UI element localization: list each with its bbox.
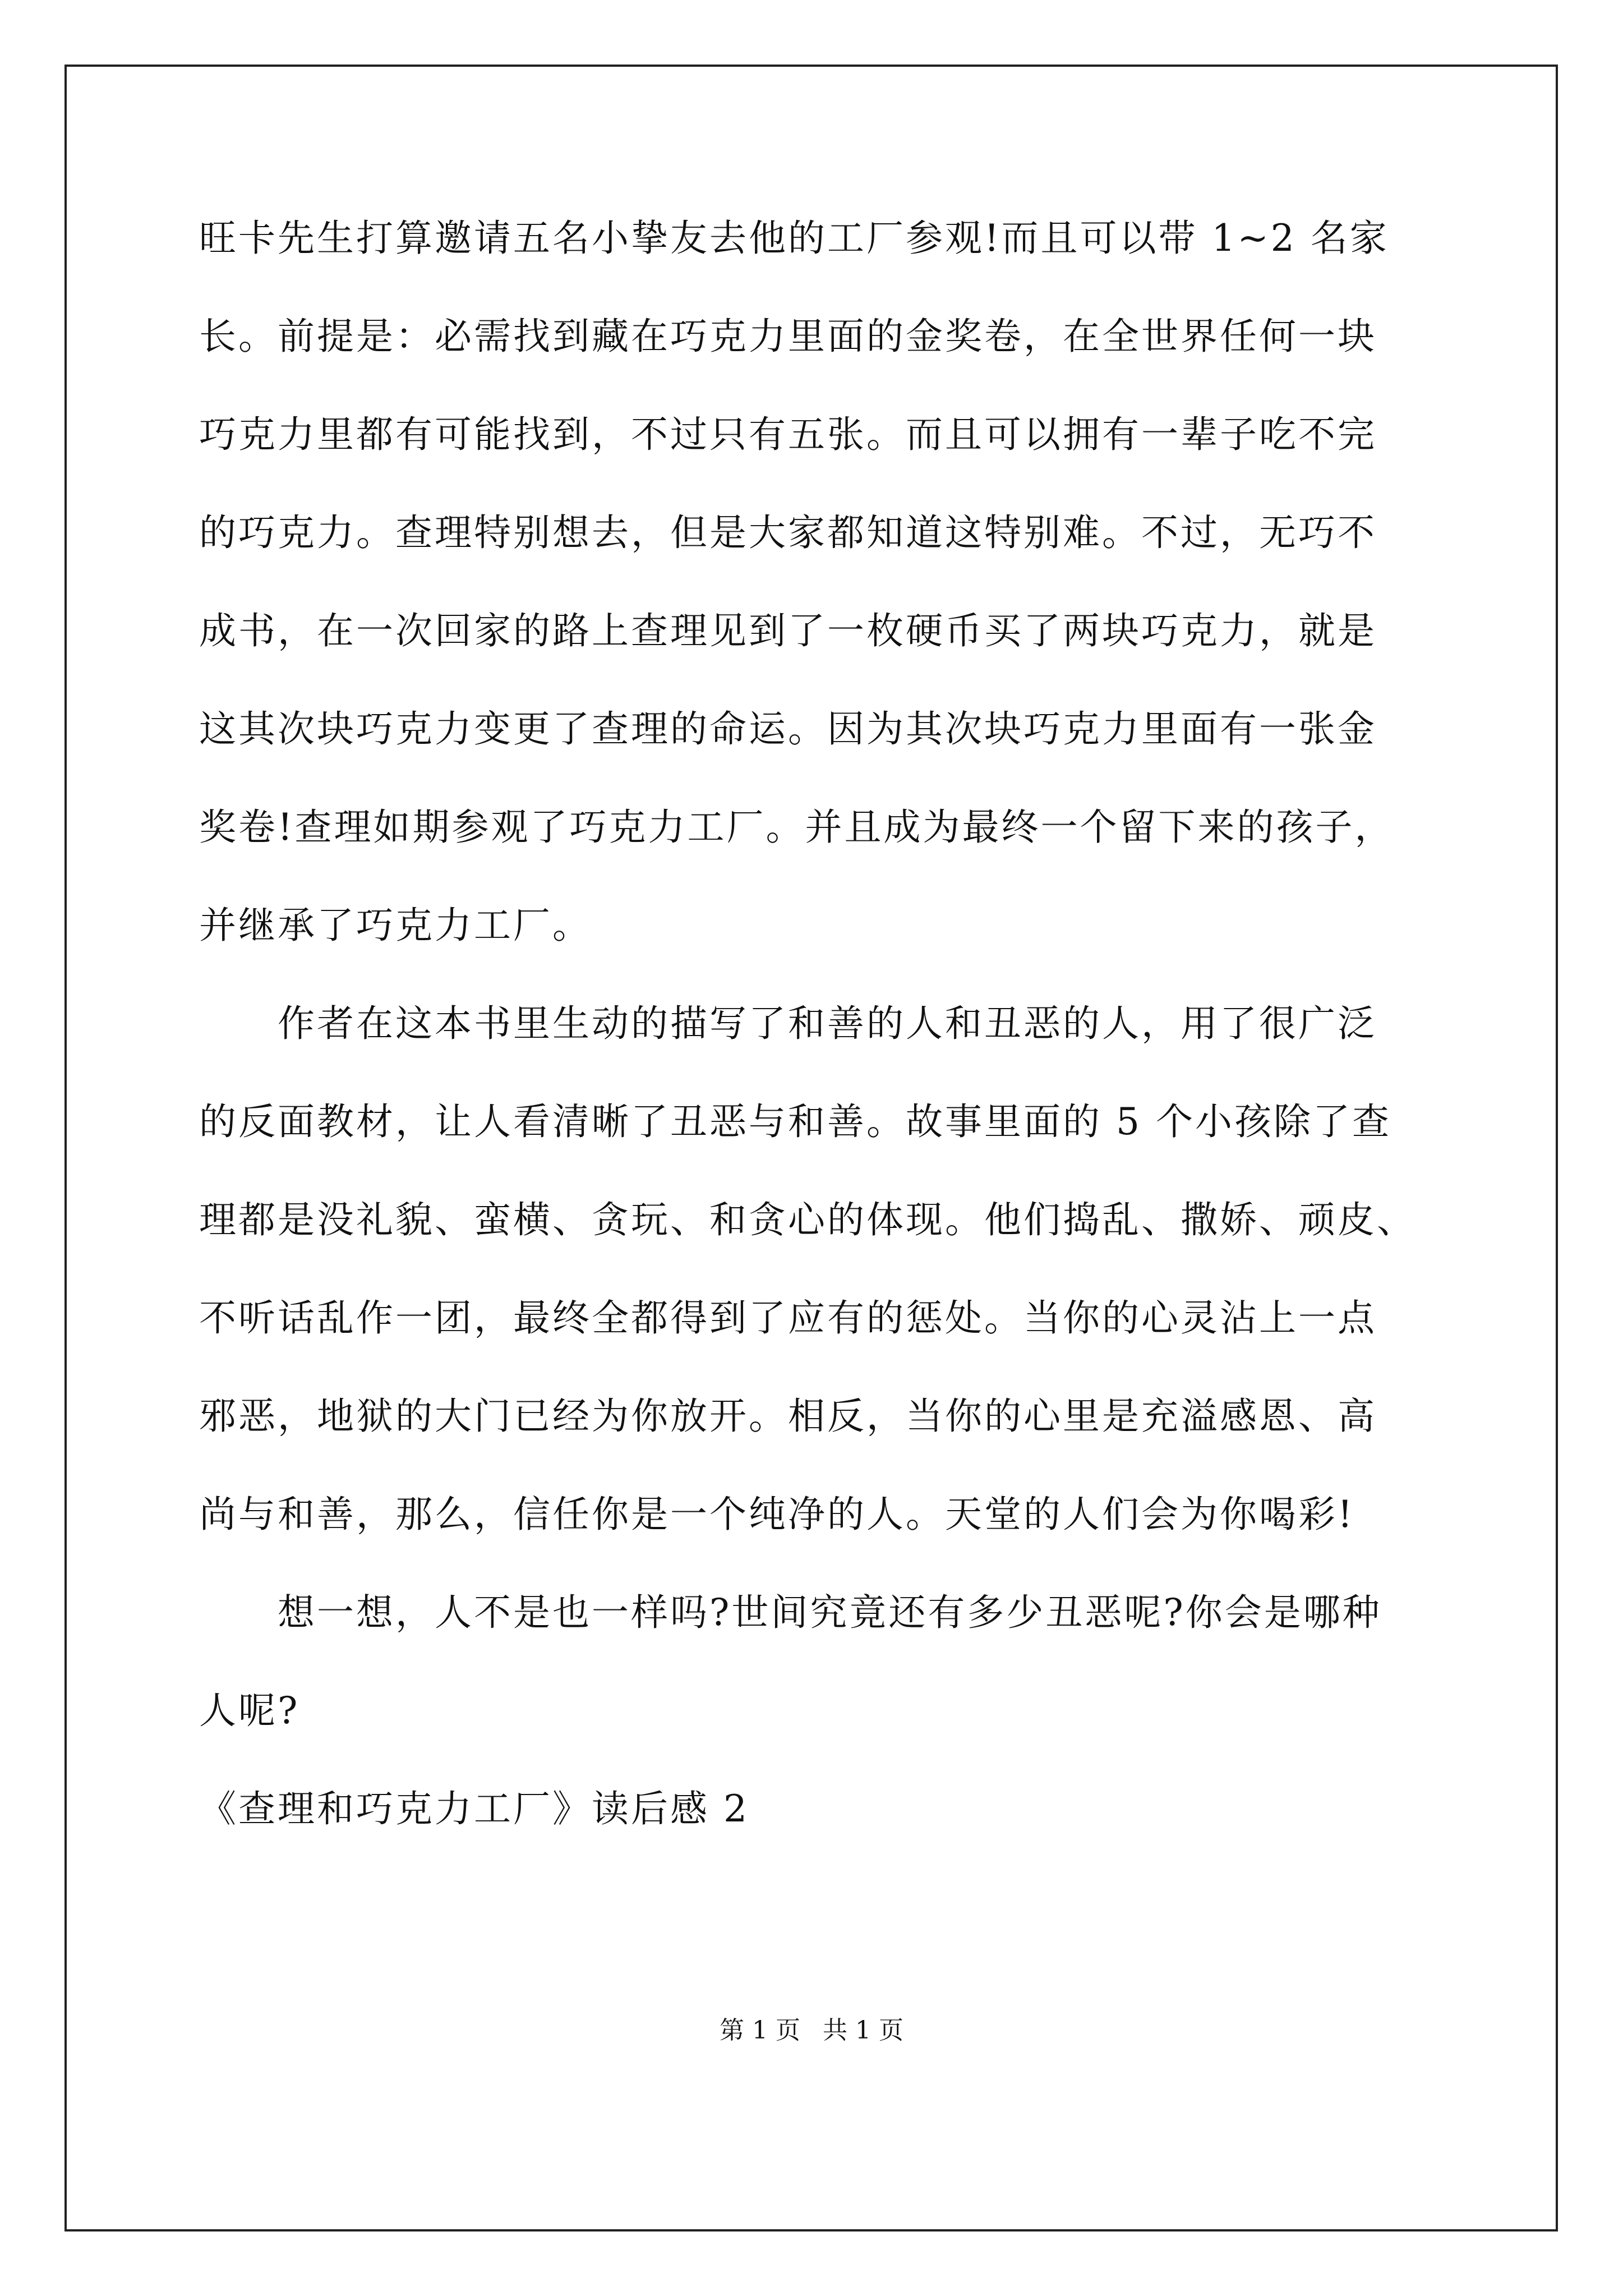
body-line-3: 巧克力里都有可能找到，不过只有五张。而且可以拥有一辈子吃不完 [199,413,1377,456]
body-line-4: 的巧克力。查理特别想去，但是大家都知道这特别难。不过，无巧不 [199,511,1377,554]
body-line-16: 人呢? [199,1689,300,1732]
body-line-10: 的反面教材，让人看清晰了丑恶与和善。故事里面的 5 个小孩除了查 [199,1100,1391,1143]
body-line-13: 邪恶，地狱的大门已经为你放开。相反，当你的心里是充溢感恩、高 [199,1395,1377,1438]
body-line-11: 理都是没礼貌、蛮横、贪玩、和贪心的体现。他们捣乱、撒娇、顽皮、 [199,1198,1416,1241]
body-line-2: 长。前提是：必需找到藏在巧克力里面的金奖卷，在全世界任何一块 [199,315,1377,358]
body-line-14: 尚与和善，那么，信任你是一个纯净的人。天堂的人们会为你喝彩! [199,1493,1355,1536]
body-line-6: 这其次块巧克力变更了查理的命运。因为其次块巧克力里面有一张金 [199,707,1377,751]
page-total: 共 1 页 [823,2016,903,2045]
page-border [64,65,1558,2231]
body-line-1: 旺卡先生打算邀请五名小挚友去他的工厂参观!而且可以带 1~2 名家 [199,217,1389,260]
body-line-9: 作者在这本书里生动的描写了和善的人和丑恶的人，用了很广泛 [278,1002,1377,1045]
section-heading: 《查理和巧克力工厂》读后感 2 [199,1787,749,1830]
body-line-12: 不听话乱作一团，最终全都得到了应有的惩处。当你的心灵沾上一点 [199,1296,1377,1340]
page-number: 第 1 页 [720,2016,800,2045]
page-footer [0,2014,1623,2047]
body-line-7: 奖卷!查理如期参观了巧克力工厂。并且成为最终一个留下来的孩子， [199,806,1394,849]
body-line-5: 成书，在一次回家的路上查理见到了一枚硬币买了两块巧克力，就是 [199,609,1377,652]
body-line-8: 并继承了巧克力工厂。 [199,904,592,947]
body-line-15: 想一想，人不是也一样吗?世间究竟还有多少丑恶呢?你会是哪种 [278,1591,1382,1634]
